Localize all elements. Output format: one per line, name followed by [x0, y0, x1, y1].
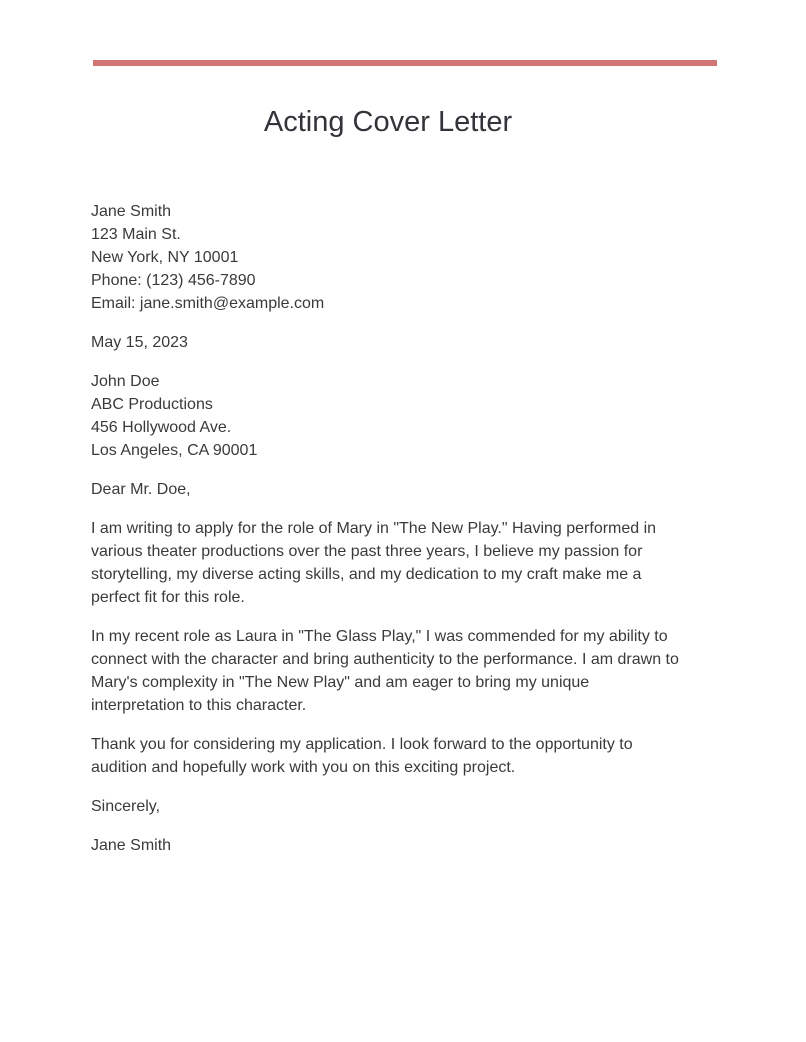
paragraph-line: perfect fit for this role.: [91, 589, 245, 606]
accent-rule: [93, 60, 717, 66]
paragraph-line: audition and hopefully work with you on this exciting project.: [91, 759, 516, 776]
letter-body: [91, 200, 711, 873]
paragraph-line: I am writing to apply for the role of Mary in "The New Play." Having performed in: [91, 520, 657, 537]
paragraph-line: In my recent role as Laura in "The Glass Play," I was commended for my ability to: [91, 628, 668, 645]
paragraph-line: Mary's complexity in "The New Play" and am eager to bring my unique: [91, 674, 590, 691]
signature: Jane Smith: [91, 837, 172, 854]
paragraph-2: [91, 625, 711, 717]
recipient-name: John Doe: [91, 373, 160, 390]
paragraph-1: [91, 517, 711, 609]
recipient-street: 456 Hollywood Ave.: [91, 419, 232, 436]
paragraph-3: [91, 733, 711, 779]
sender-city: New York, NY 10001: [91, 249, 239, 266]
sender-email: Email: jane.smith@example.com: [91, 295, 325, 312]
closing: Sincerely,: [91, 798, 161, 815]
page-title: Acting Cover Letter: [263, 106, 513, 138]
salutation: Dear Mr. Doe,: [91, 481, 191, 498]
sender-name: Jane Smith: [91, 203, 172, 220]
paragraph-line: storytelling, my diverse acting skills, and my dedication to my craft make me a: [91, 566, 642, 583]
recipient-company: ABC Productions: [91, 396, 213, 413]
paragraph-line: Thank you for considering my application. I look forward to the opportunity to: [91, 736, 633, 753]
paragraph-line: interpretation to this character.: [91, 697, 307, 714]
sender-street: 123 Main St.: [91, 226, 181, 243]
recipient-address: [91, 370, 711, 462]
paragraph-line: various theater productions over the past three years, I believe my passion for: [91, 543, 643, 560]
letter-date: May 15, 2023: [91, 334, 188, 351]
sender-address: [91, 200, 711, 315]
sender-phone: Phone: (123) 456-7890: [91, 272, 256, 289]
recipient-city: Los Angeles, CA 90001: [91, 442, 258, 459]
paragraph-line: connect with the character and bring authenticity to the performance. I am drawn to: [91, 651, 679, 668]
